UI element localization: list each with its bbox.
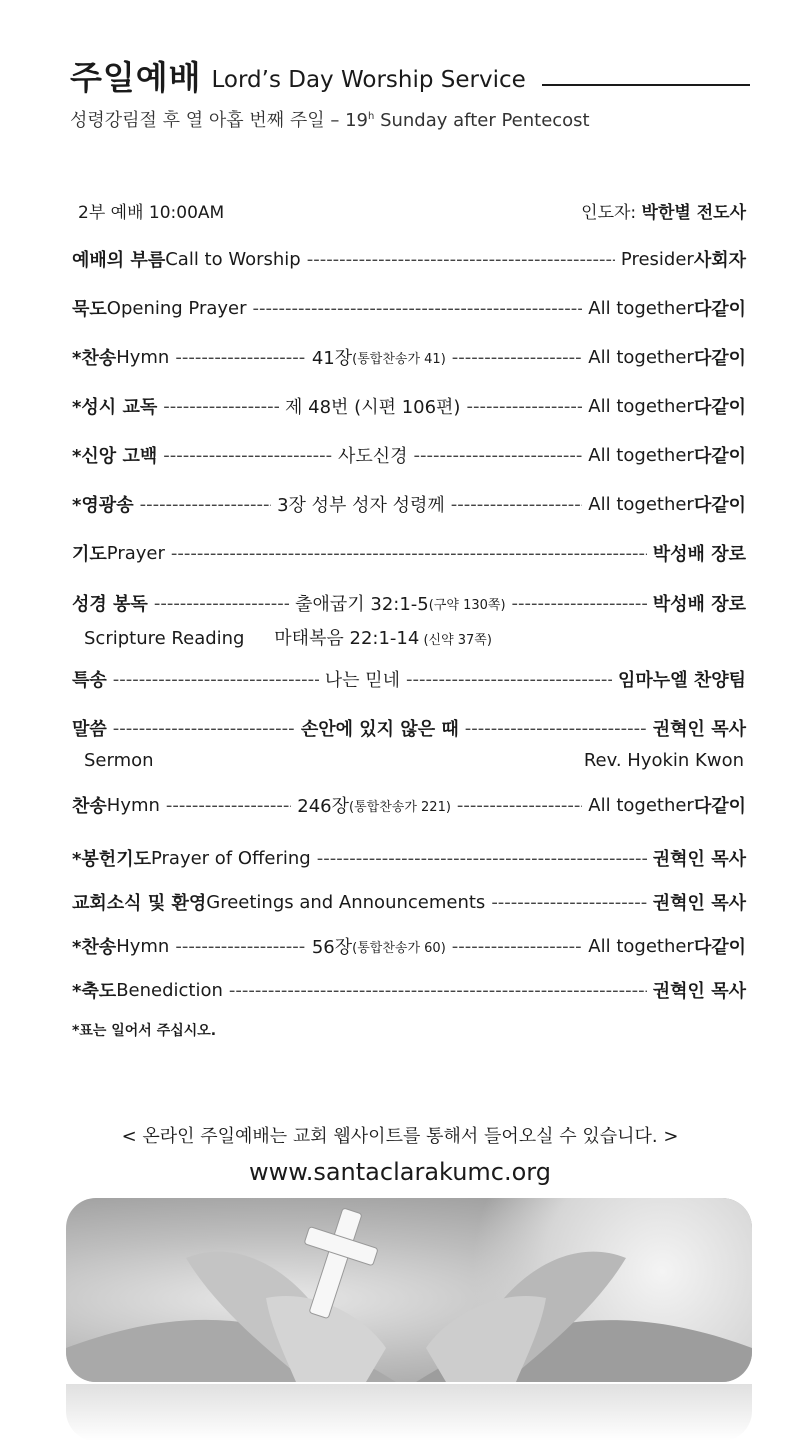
title-row [70,54,750,98]
item-hymn-1: *찬송 Hymn ----- 41장 (통합찬송가 41) ----- All together 다같이 [72,343,746,371]
service-time: 2부 예배 10:00AM [78,203,225,223]
item-benediction: *축도 Benediction ----- 권혁인 목사 [72,976,746,1004]
item-hymn-2: 찬송 Hymn ----- 246장 (통합찬송가 221) ----- All together 다같이 [72,791,746,819]
item-sermon: 말씀 ----- 손안에 있지 않은 때 ----- 권혁인 목사 [72,714,746,742]
photo-reflection [66,1384,752,1441]
item-special-music: 특송 ----- 나는 믿네 ----- 임마누엘 찬양팀 [72,665,746,693]
sermon-preacher-english: Rev. Hyokin Kwon [583,750,744,771]
item-prayer: 기도 Prayer ----- 박성배 장로 [72,539,746,567]
page-subtitle: 성령강림절 후 열 아홉 번째 주일 – 19$^h$ Sunday after Pentecost [70,110,590,131]
standing-note: *표는 일어서 주십시오. [72,1023,217,1039]
item-scripture-reading: 성경 봉독 ----- 출애굽기 32:1-5 (구약 130쪽) ----- 박성배 장로 [72,589,746,617]
hands-holding-cross-photo [66,1198,752,1382]
item-announcements: 교회소식 및 환영 Greetings and Announcements ----- 권혁인 목사 [72,888,746,916]
page-title-english: Lord’s Day Worship Service [211,67,526,93]
title-divider [542,84,750,86]
item-call-to-worship: 예배의 부름 Call to Worship ----- Presider 사회자 [72,245,746,273]
sermon-english: Sermon [84,750,154,771]
service-header [78,198,746,223]
item-opening-prayer: 묵도 Opening Prayer ----- All together 다같이 [72,294,746,322]
online-worship-notice: < 온라인 주일예배는 교회 웹사이트를 통해서 들어오실 수 있습니다. > [121,1126,679,1147]
page-title-korean: 주일예배 [70,58,202,97]
item-gloria: *영광송 ----- 3장 성부 성자 성령께 ----- All together 다같이 [72,490,746,518]
item-responsive-reading: *성시 교독 ----- 제 48번 (시편 106편) ----- All together 다같이 [72,392,746,420]
item-creed: *신앙 고백 ----- 사도신경 ----- All together 다같이 [72,441,746,469]
scripture-reading-english: Scripture Reading 마태복음 22:1-14 (신약 37쪽) [84,628,492,649]
church-website-link[interactable]: www.santaclarakumc.org [249,1158,551,1186]
service-leader: 인도자: 박한별 전도사 [581,203,746,223]
item-prayer-of-offering: *봉헌기도 Prayer of Offering ----- 권혁인 목사 [72,844,746,872]
item-hymn-3: *찬송 Hymn ----- 56장 (통합찬송가 60) ----- All together 다같이 [72,932,746,960]
